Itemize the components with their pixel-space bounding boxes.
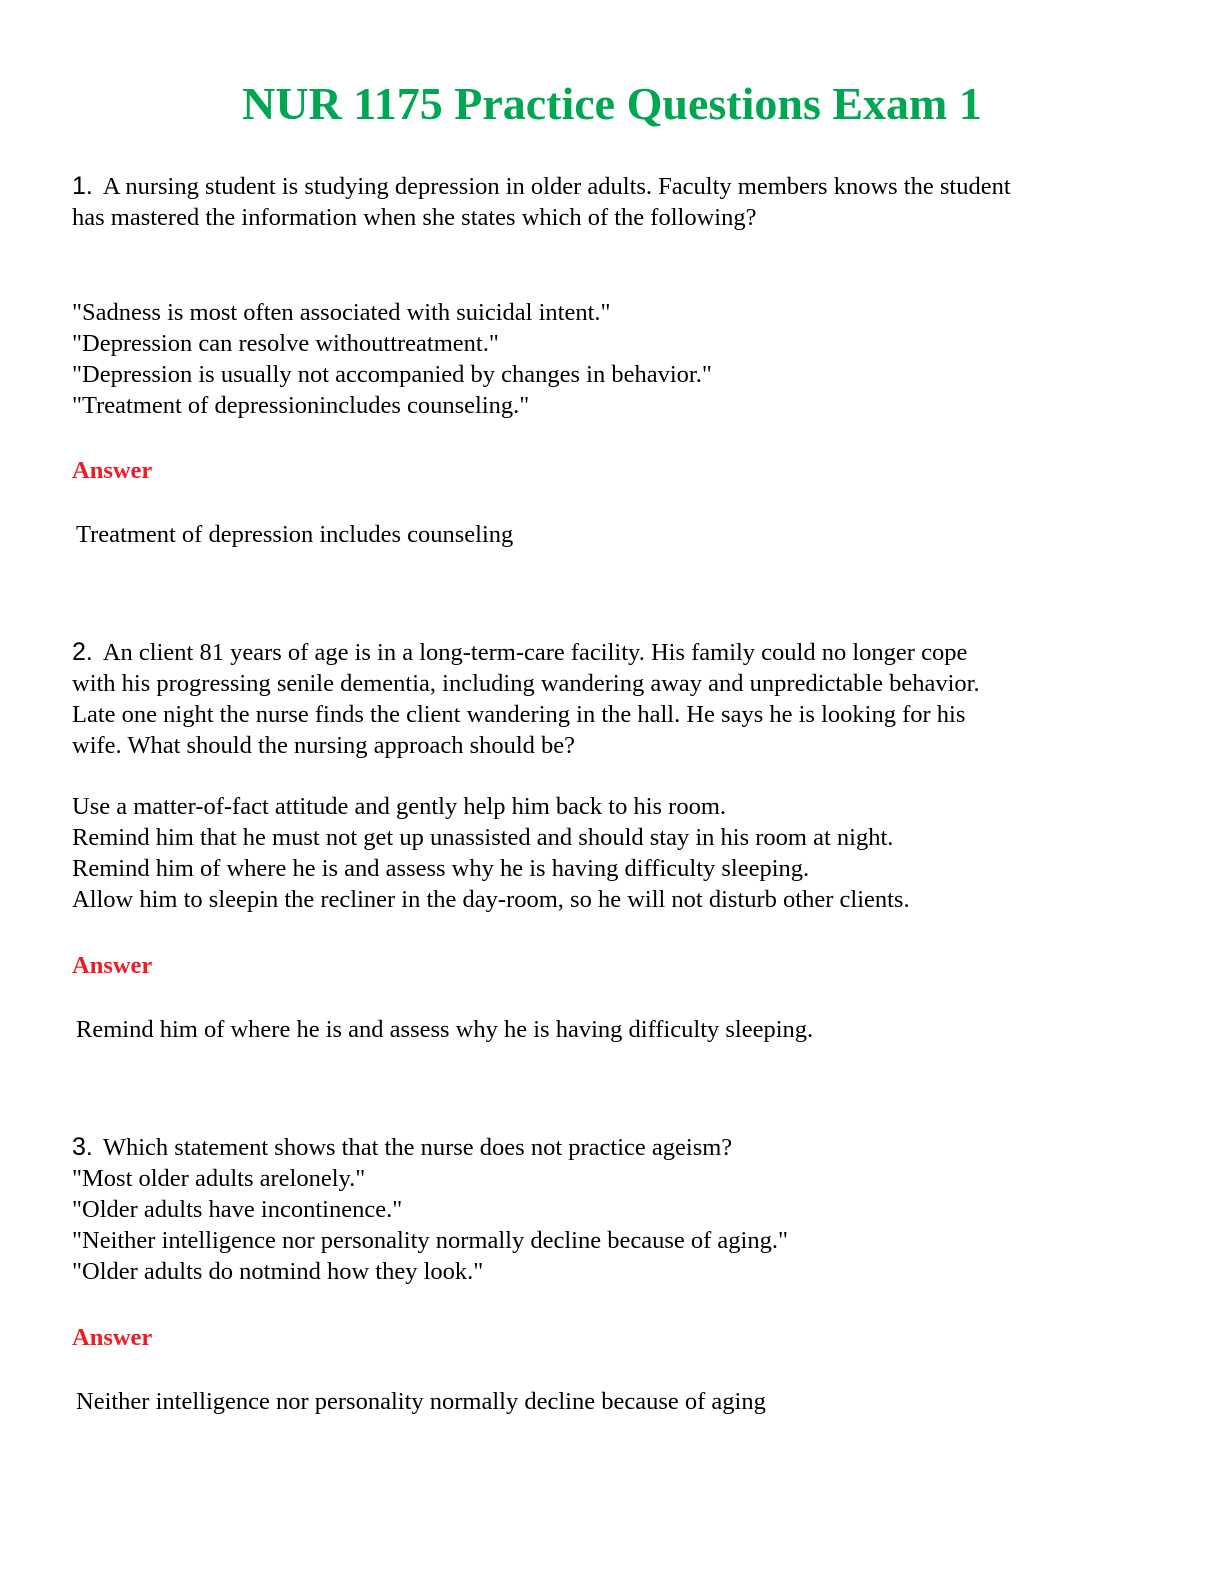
option: Remind him that he must not get up unassisted and should stay in his room at night.	[72, 824, 894, 851]
option: "Older adults do notmind how they look."	[72, 1258, 484, 1285]
question-stem-line: has mastered the information when she states which of the following?	[72, 204, 757, 231]
option: "Sadness is most often associated with suicidal intent."	[72, 299, 611, 326]
option: Use a matter-of-fact attitude and gently help him back to his room.	[72, 793, 726, 820]
question-2-options	[72, 791, 1162, 915]
question-stem-line: 1. A nursing student is studying depression in older adults. Faculty members knows the student	[72, 172, 1011, 200]
option: "Most older adults arelonely."	[72, 1165, 366, 1192]
question-2	[72, 637, 1162, 761]
answer-label: Answer	[72, 457, 153, 484]
question-stem-line: 3. Which statement shows that the nurse does not practice ageism?	[72, 1133, 733, 1161]
option: "Neither intelligence nor personality normally decline because of aging."	[72, 1227, 788, 1254]
question-stem-line: Late one night the nurse finds the client wandering in the hall. He says he is looking for his	[72, 701, 966, 728]
question-3-answer	[72, 1322, 1162, 1353]
answer-text: Treatment of depression includes counseling	[76, 521, 514, 548]
question-number: 1.	[72, 172, 93, 200]
question-1-answer	[72, 455, 1162, 486]
question-stem-line: wife. What should the nursing approach should be?	[72, 732, 576, 759]
answer-label: Answer	[72, 952, 153, 979]
question-3-answer-text	[72, 1386, 1162, 1417]
option: "Depression is usually not accompanied by changes in behavior."	[72, 361, 712, 388]
answer-text: Neither intelligence nor personality normally decline because of aging	[76, 1388, 766, 1415]
page-title: NUR 1175 Practice Questions Exam 1	[242, 78, 982, 129]
question-3	[72, 1132, 1162, 1287]
option: "Treatment of depressionincludes counseling."	[72, 392, 530, 419]
question-1-options	[72, 297, 1162, 421]
answer-text: Remind him of where he is and assess why he is having difficulty sleeping.	[76, 1016, 814, 1043]
option: Allow him to sleepin the recliner in the day-room, so he will not disturb other clients.	[72, 886, 910, 913]
question-stem-line: 2. An client 81 years of age is in a long-term-care facility. His family could no longer cope	[72, 638, 968, 666]
option: "Older adults have incontinence."	[72, 1196, 403, 1223]
question-stem-line: with his progressing senile dementia, including wandering away and unpredictable behavior.	[72, 670, 980, 697]
option: "Depression can resolve withouttreatment."	[72, 330, 499, 357]
question-number: 2.	[72, 638, 93, 666]
answer-label: Answer	[72, 1324, 153, 1351]
question-1	[72, 171, 1162, 233]
question-2-answer	[72, 950, 1162, 981]
option: Remind him of where he is and assess why he is having difficulty sleeping.	[72, 855, 810, 882]
question-number: 3.	[72, 1133, 93, 1161]
question-2-answer-text	[72, 1014, 1162, 1045]
question-1-answer-text	[72, 519, 1162, 550]
